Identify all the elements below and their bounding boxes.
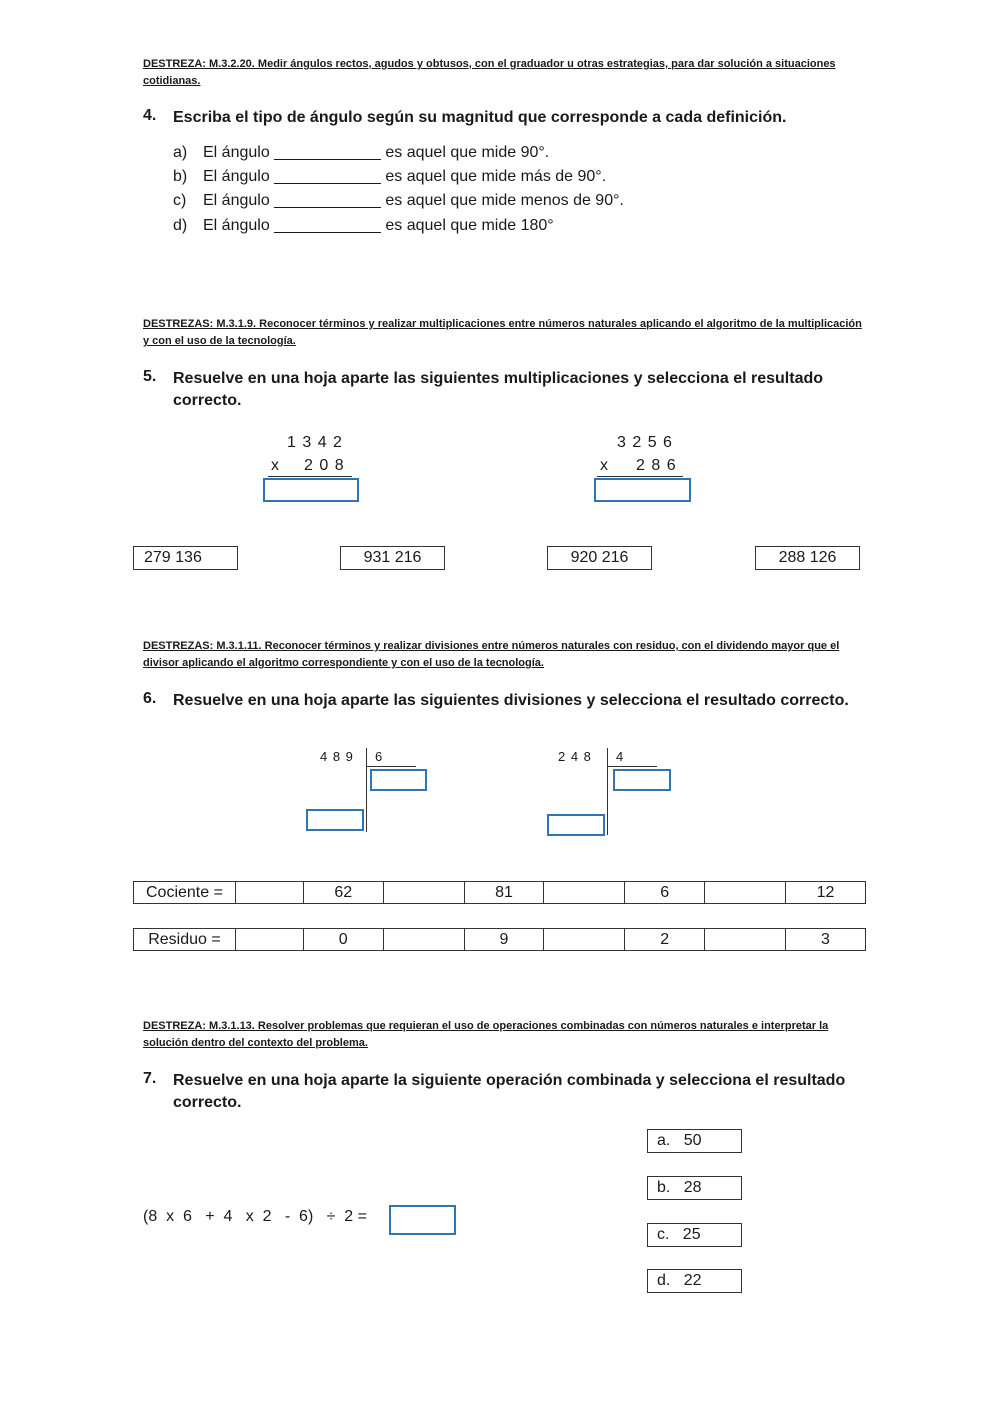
cociente-option-1[interactable]: 62 xyxy=(303,882,383,904)
skill-q4: DESTREZA: M.3.2.20. Medir ángulos rectos, agudos y obtusos, con el graduador u otras estrategias, para dar solución a situaciones cotidianas. xyxy=(143,58,836,87)
q7-option-a[interactable] xyxy=(647,1129,742,1153)
mult2-top: 3 2 5 6 xyxy=(617,434,673,451)
q7-option-d[interactable] xyxy=(647,1269,742,1293)
q4-item-c xyxy=(173,189,624,213)
div1-vertical-line xyxy=(366,748,367,832)
skill-q7: DESTREZA: M.3.1.13. Resolver problemas que requieran el uso de operaciones combinadas con números naturales e interpretar la solución dentro del contexto del problema. xyxy=(143,1020,829,1049)
mult1-bottom: 2 0 8 xyxy=(304,457,345,474)
mult2-line xyxy=(597,476,683,477)
q7-option-label: b. xyxy=(657,1179,671,1196)
cociente-option-2[interactable]: 81 xyxy=(464,882,544,904)
q7-option-value: 22 xyxy=(683,1272,702,1289)
cociente-blank xyxy=(235,882,303,904)
residuo-blank xyxy=(383,929,464,951)
q4-item-text: El ángulo ____________ es aquel que mide 90°. xyxy=(203,144,550,161)
combined-expression: (8 x 6 + 4 x 2 - 6) ÷ 2 = xyxy=(143,1208,367,1225)
mult2-sign: x xyxy=(600,457,608,474)
question-prompt-6: Resuelve en una hoja aparte las siguientes divisiones y selecciona el resultado correcto. xyxy=(173,692,849,709)
mult2-bottom: 2 8 6 xyxy=(636,457,677,474)
div2-horizontal-line xyxy=(607,766,657,767)
div1-dividend: 4 8 9 xyxy=(320,749,354,764)
residuo-label: Residuo = xyxy=(134,929,236,951)
div2-vertical-line xyxy=(607,748,608,835)
q7-option-label: c. xyxy=(657,1226,670,1243)
question-number-5: 5. xyxy=(143,368,157,385)
question-prompt-7: Resuelve en una hoja aparte la siguiente operación combinada y selecciona el resultado correcto. xyxy=(173,1072,846,1111)
mult1-top: 1 3 4 2 xyxy=(287,434,343,451)
div1-horizontal-line xyxy=(366,766,416,767)
div1-quotient-input[interactable] xyxy=(370,769,427,791)
combined-answer-input[interactable] xyxy=(389,1205,456,1235)
q7-option-label: d. xyxy=(657,1272,671,1289)
q4-item-text: El ángulo ____________ es aquel que mide menos de 90°. xyxy=(203,192,624,209)
cociente-table xyxy=(133,881,866,904)
residuo-option-4[interactable]: 3 xyxy=(786,929,866,951)
cociente-label: Cociente = xyxy=(134,882,236,904)
cociente-blank xyxy=(383,882,464,904)
question-number-6: 6. xyxy=(143,690,157,707)
cociente-blank xyxy=(705,882,786,904)
q7-option-c[interactable] xyxy=(647,1223,742,1247)
mult1-answer-input[interactable] xyxy=(263,478,359,502)
div1-divisor: 6 xyxy=(375,749,383,764)
q4-item-label: d) xyxy=(173,217,188,234)
question-number-4: 4. xyxy=(143,107,157,124)
q4-item-label: c) xyxy=(173,192,187,209)
mult1-line xyxy=(268,476,352,477)
div2-dividend: 2 4 8 xyxy=(558,749,592,764)
residuo-option-1[interactable]: 0 xyxy=(303,929,383,951)
q7-option-b[interactable] xyxy=(647,1176,742,1200)
cociente-option-4[interactable]: 12 xyxy=(786,882,866,904)
mult2-answer-input[interactable] xyxy=(594,478,691,502)
q5-option-4[interactable]: 288 126 xyxy=(755,546,860,570)
q5-option-1[interactable]: 279 136 xyxy=(133,546,238,570)
residuo-blank xyxy=(705,929,786,951)
div2-remainder-input[interactable] xyxy=(547,814,605,836)
q7-option-value: 28 xyxy=(683,1179,702,1196)
residuo-table xyxy=(133,928,866,951)
cociente-blank xyxy=(544,882,625,904)
skill-q5: DESTREZAS: M.3.1.9. Reconocer términos y realizar multiplicaciones entre números naturales aplicando el algoritmo de la multiplicación y con el uso de la tecnología. xyxy=(143,318,862,347)
q4-item-label: b) xyxy=(173,168,188,185)
q4-item-a xyxy=(173,141,549,165)
question-prompt-5: Resuelve en una hoja aparte las siguientes multiplicaciones y selecciona el resultado correcto. xyxy=(173,370,824,409)
skill-q6: DESTREZAS: M.3.1.11. Reconocer términos y realizar divisiones entre números naturales con residuo, con el dividendo mayor que el divisor aplicando el algoritmo correspondiente y con el uso de la tecnología. xyxy=(143,640,840,669)
question-prompt-4: Escriba el tipo de ángulo según su magnitud que corresponde a cada definición. xyxy=(173,109,787,126)
q4-item-text: El ángulo ____________ es aquel que mide 180° xyxy=(203,217,554,234)
residuo-blank xyxy=(544,929,625,951)
q7-option-value: 50 xyxy=(683,1132,702,1149)
div2-quotient-input[interactable] xyxy=(613,769,671,791)
q7-option-value: 25 xyxy=(682,1226,701,1243)
q4-item-d xyxy=(173,214,554,238)
q5-option-2[interactable]: 931 216 xyxy=(340,546,445,570)
mult1-sign: x xyxy=(271,457,279,474)
div1-remainder-input[interactable] xyxy=(306,809,364,831)
cociente-option-3[interactable]: 6 xyxy=(625,882,705,904)
residuo-option-2[interactable]: 9 xyxy=(464,929,544,951)
q5-option-3[interactable]: 920 216 xyxy=(547,546,652,570)
residuo-option-3[interactable]: 2 xyxy=(625,929,705,951)
question-number-7: 7. xyxy=(143,1070,157,1087)
div2-divisor: 4 xyxy=(616,749,624,764)
q4-item-text: El ángulo ____________ es aquel que mide más de 90°. xyxy=(203,168,607,185)
q4-item-label: a) xyxy=(173,144,188,161)
q7-option-label: a. xyxy=(657,1132,671,1149)
residuo-blank xyxy=(235,929,303,951)
q4-item-b xyxy=(173,165,606,189)
